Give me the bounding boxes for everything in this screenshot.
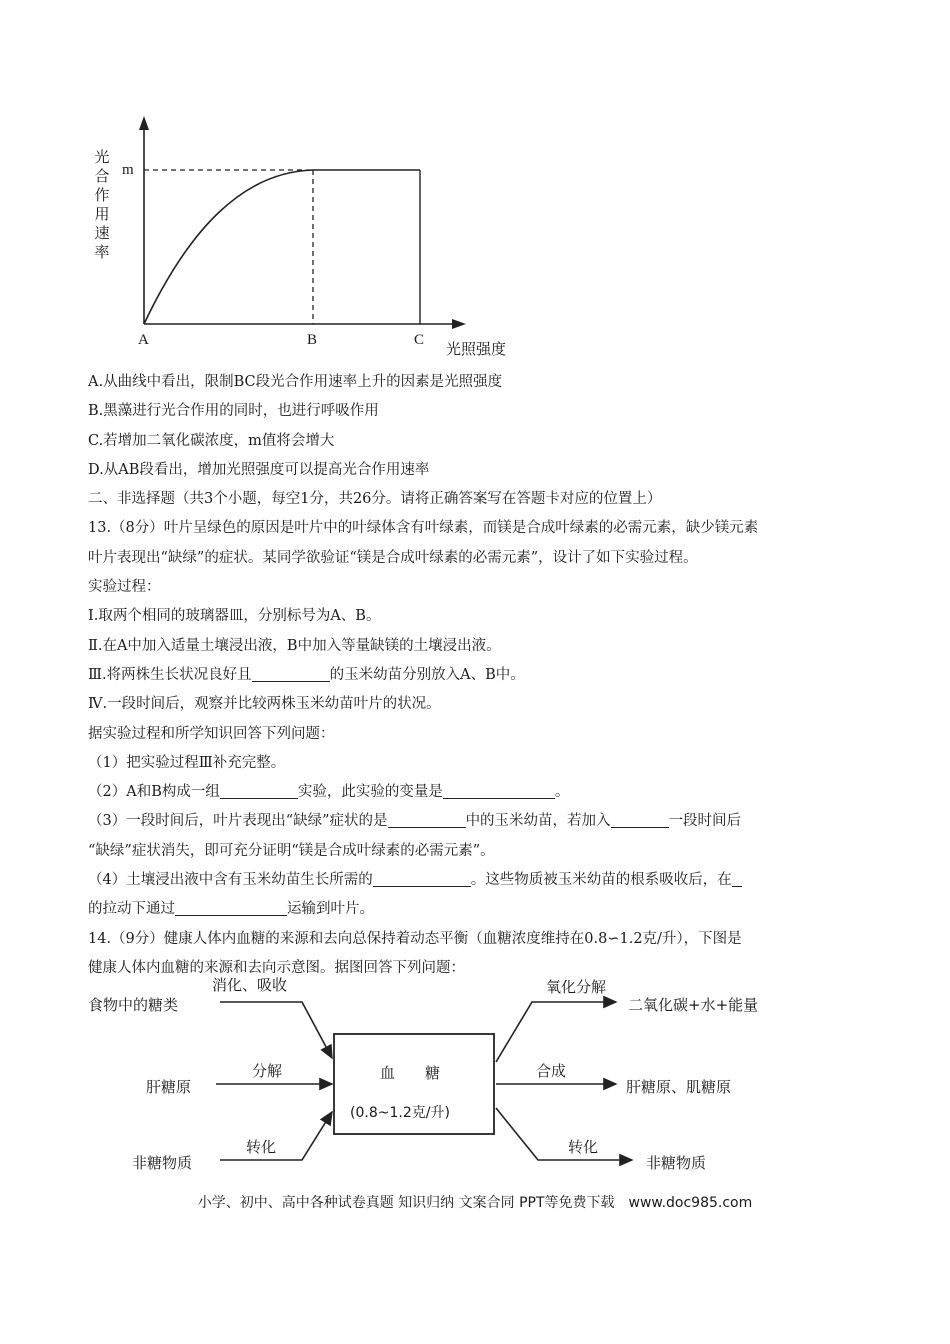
sub-q4-part-b: 。这些物质被玉米幼苗的根系吸收后，在 [470,872,732,889]
arrow-oxidation [496,1002,616,1062]
y-axis-label [92,148,112,262]
step-1: Ⅰ.取两个相同的玻璃器皿，分别标号为A、B。 [88,608,381,625]
arrow-food [220,1002,332,1058]
step-3-part-a: Ⅲ.将两株生长状况良好且 [88,666,252,683]
question-text [88,368,860,983]
x-axis-label: 光照强度 [446,340,507,358]
process-convert-out: 转化 [568,1138,599,1156]
series-curve [144,170,313,324]
process-digestion: 消化、吸收 [212,976,288,994]
blank-q4-1[interactable] [373,868,471,887]
sub-q1: （1）把实验过程Ⅲ补充完整。 [88,754,286,771]
photosynthesis-chart [86,108,526,366]
y-axis-arrow [139,116,149,130]
sub-q3-part-b: 中的玉米幼苗，若加入 [465,813,611,830]
blank-step3[interactable] [252,663,330,682]
blood-sugar-diagram [80,972,870,1182]
sub-q4-part-d: 运输到叶片。 [287,901,374,918]
option-c: C.若增加二氧化碳浓度，m值将会增大 [88,432,335,449]
center-range: (0.8~1.2克/升) [350,1105,450,1121]
q13-intro-2: 叶片表现出“缺绿”的症状。某同学欲验证“镁是合成叶绿素的必需元素”，设计了如下实验过程。 [88,549,698,566]
step-3-part-b: 的玉米幼苗分别放入A、B中。 [329,666,525,683]
sub-q2-part-b: 实验，此实验的变量是 [297,784,443,801]
blank-q2-2[interactable] [443,780,555,799]
y-tick-m: m [122,162,134,178]
y-axis-label-char: 作 [94,186,110,204]
step-4: Ⅳ.一段时间后，观察并比较两株玉米幼苗叶片的状况。 [88,696,441,713]
x-tick-b: B [307,332,318,348]
option-d: D.从AB段看出，增加光照强度可以提高光合作用速率 [88,461,430,478]
q14-line-2: 健康人体内血糖的来源和去向示意图。据图回答下列问题： [88,959,465,976]
sub-q2-part-c: 。 [554,784,570,801]
q14-line-1: 14.（9分）健康人体内血糖的来源和去向总保持着动态平衡（血糖浓度维持在0.8∽1.2克/升），下图是 [88,930,742,947]
option-b: B.黑藻进行光合作用的同时，也进行呼吸作用 [88,403,379,420]
arrow-conversion [496,1108,632,1160]
blank-q4-2[interactable] [732,868,742,887]
x-axis-arrow [452,319,466,329]
blank-q4-3[interactable] [175,897,287,916]
process-oxidation: 氧化分解 [546,978,607,996]
process-convert-in: 转化 [246,1138,277,1156]
blank-q3-1[interactable] [388,809,466,828]
center-label: 血 糖 [380,1064,441,1082]
sub-q3-part-c: 一段时间后 [668,813,742,830]
sub-q4-part-c: 的拉动下通过 [88,901,175,918]
sub-q3-cont: “缺绿”症状消失，即可充分证明“镁是合成叶绿素的必需元素”。 [88,842,495,859]
q13-intro-1: 13.（8分）叶片呈绿色的原因是叶片中的叶绿体含有叶绿素，而镁是合成叶绿素的必需元素，缺少镁元素 [88,520,759,537]
x-tick-c: C [414,332,425,348]
sub-q2 [88,778,860,807]
y-axis-label-char: 速 [94,224,110,242]
output-energy: 二氧化碳+水+能量 [628,996,759,1014]
sub-q3-part-a: （3）一段时间后，叶片表现出“缺绿”症状的是 [88,813,388,830]
process-title: 实验过程： [88,579,161,596]
y-axis-label-char: 光 [94,148,110,166]
x-tick-a: A [138,332,149,348]
process-breakdown: 分解 [252,1062,283,1080]
output-nonsugar: 非糖物质 [646,1154,707,1172]
y-axis-label-char: 用 [94,205,110,223]
blank-q3-2[interactable] [611,809,669,828]
sub-q2-part-a: （2）A和B构成一组 [88,784,220,801]
source-glycogen: 肝糖原 [146,1078,192,1096]
y-axis-label-char: 合 [94,167,110,185]
option-a: A.从曲线中看出，限制BC段光合作用速率上升的因素是光照强度 [88,374,503,390]
source-nonsugar: 非糖物质 [132,1154,193,1172]
sub-q4-cont [88,895,860,924]
step-3 [88,661,860,690]
sub-q3 [88,807,860,836]
step-2: Ⅱ.在A中加入适量土壤浸出液，B中加入等量缺镁的土壤浸出液。 [88,637,501,654]
source-food: 食物中的糖类 [88,996,179,1014]
process-synthesis: 合成 [536,1062,567,1080]
output-glycogen: 肝糖原、肌糖原 [626,1078,732,1096]
blank-q2-1[interactable] [220,780,298,799]
chart-svg [86,108,526,366]
prompt: 据实验过程和所学知识回答下列问题： [88,725,335,742]
section-heading: 二、非选择题（共3个小题，每空1分，共26分。请将正确答案写在答题卡对应的位置上） [88,491,662,508]
y-axis-label-char: 率 [94,243,110,261]
sub-q4-part-a: （4）土壤浸出液中含有玉米幼苗生长所需的 [88,872,373,889]
footer-text: 小学、初中、高中各种试卷真题 知识归纳 文案合同 PPT等免费下载 www.doc985.com [197,1195,753,1211]
sub-q4 [88,866,860,895]
